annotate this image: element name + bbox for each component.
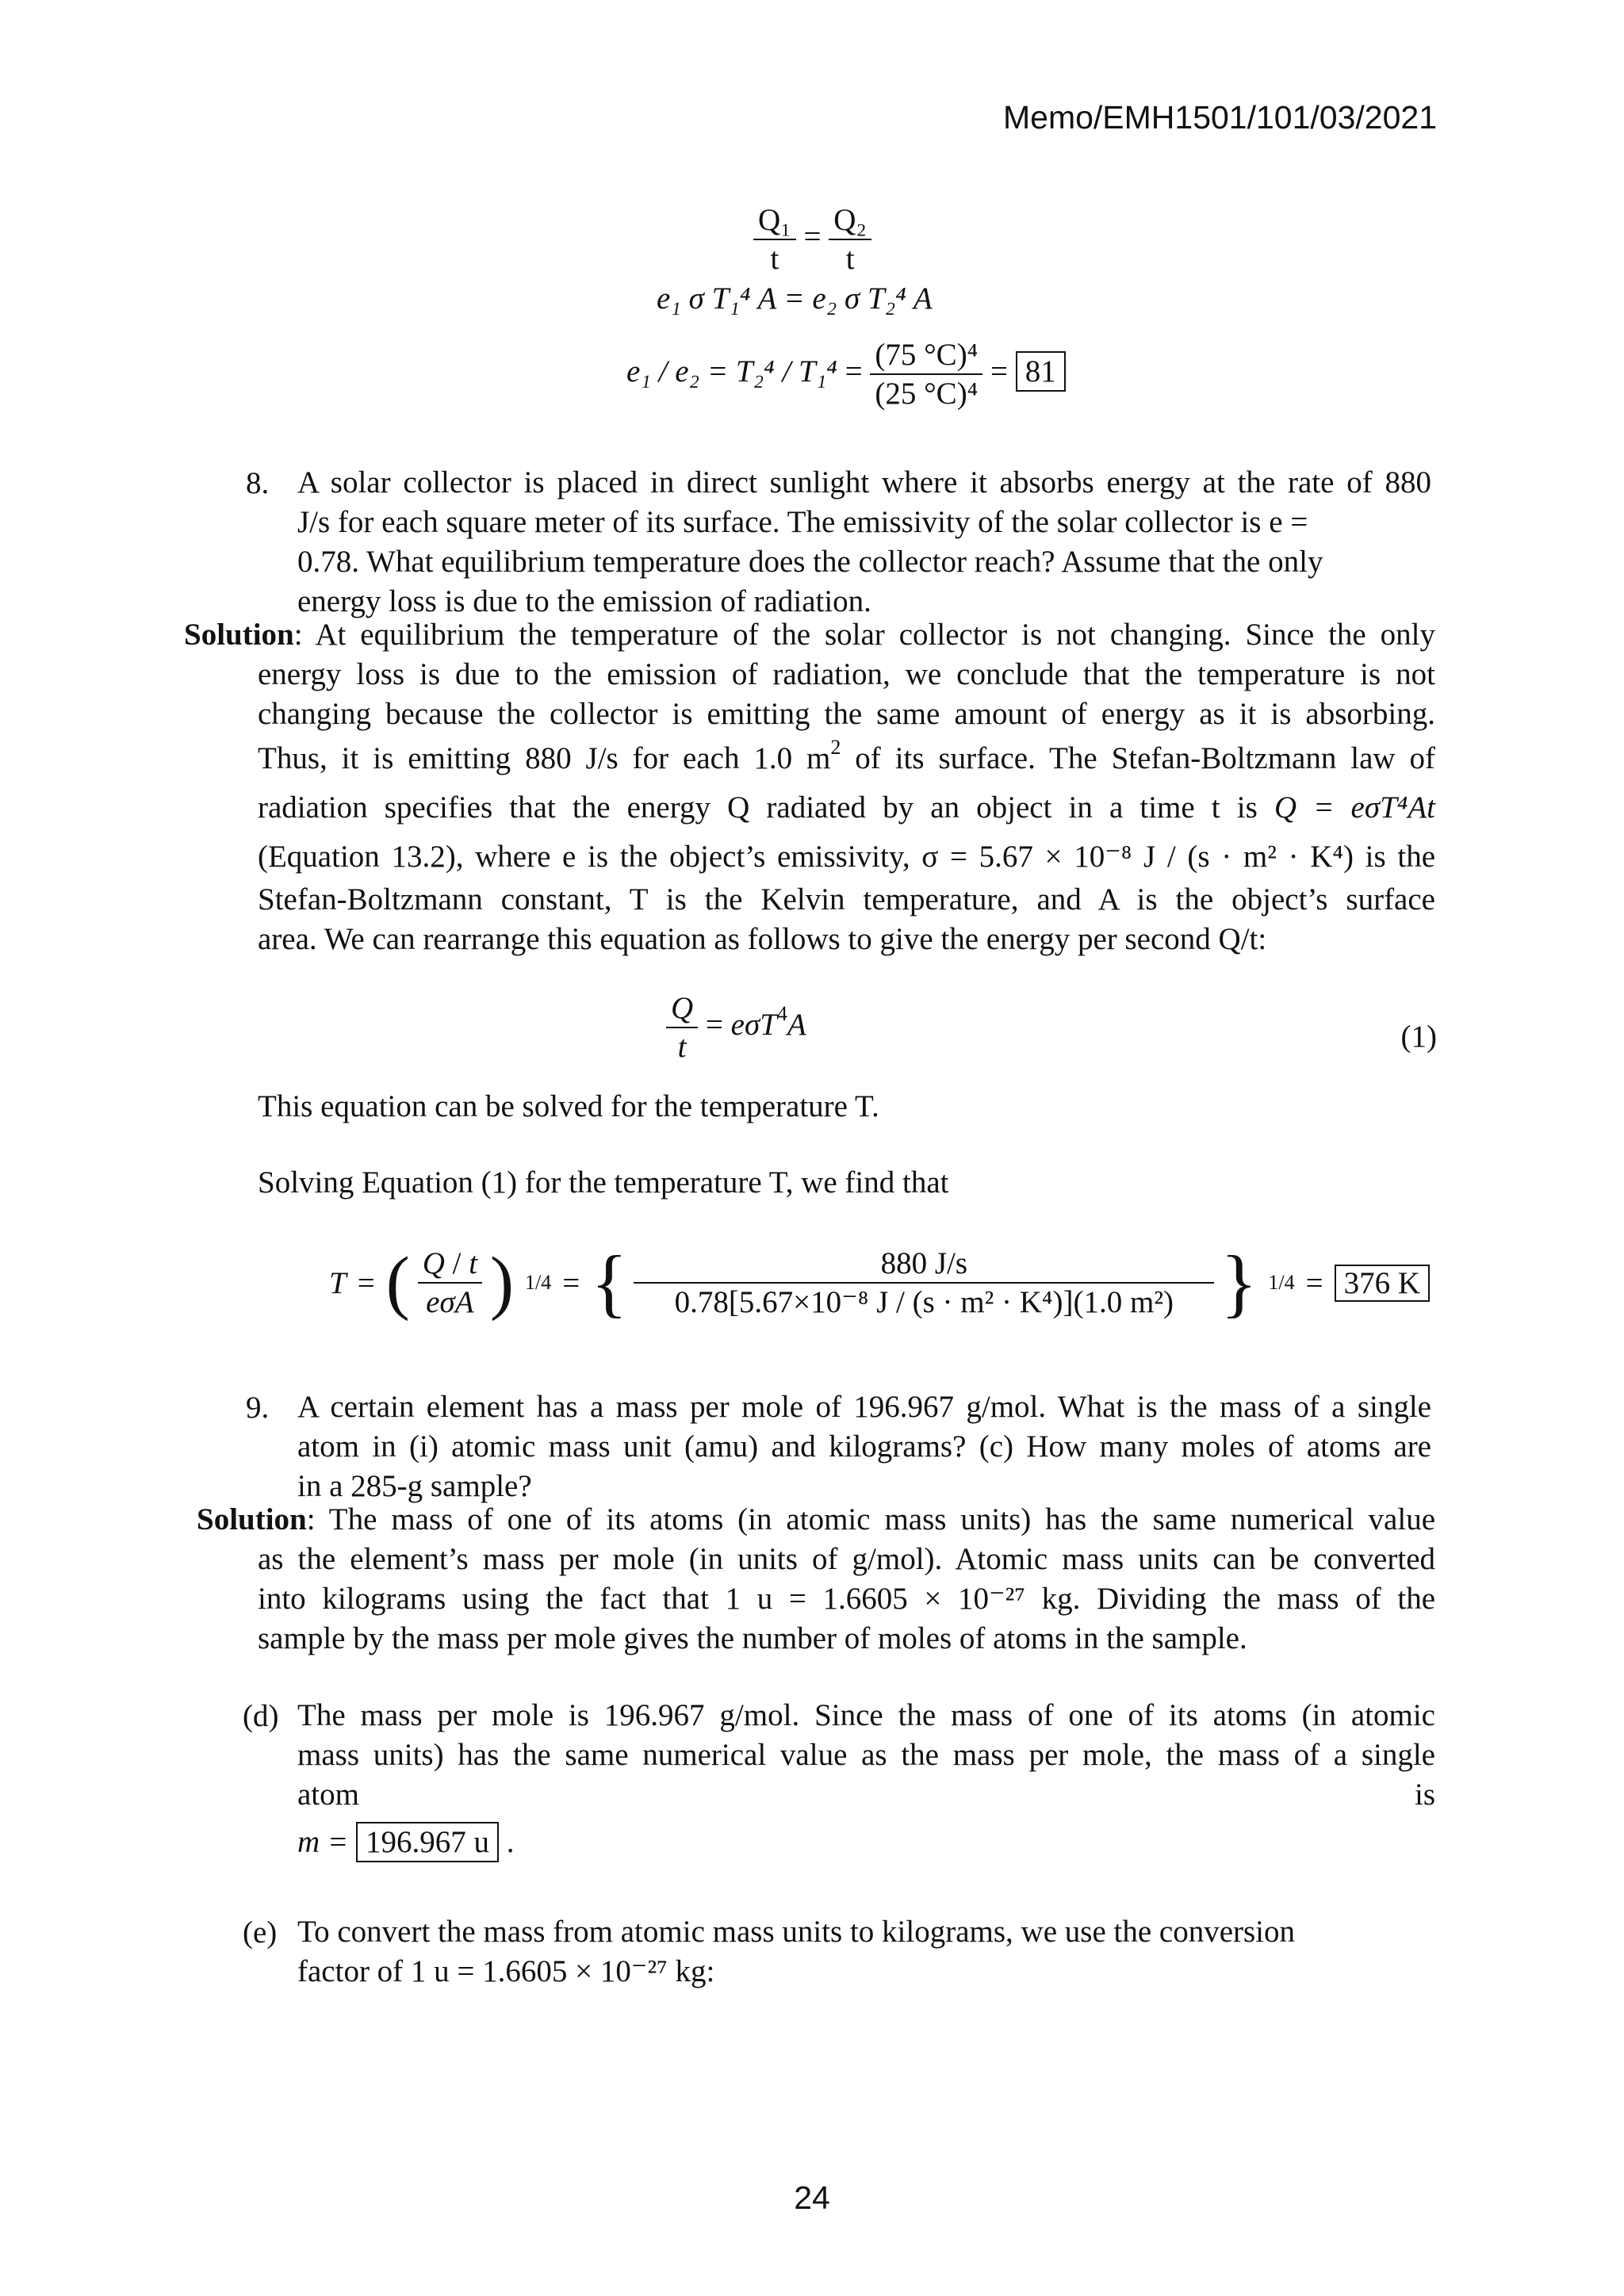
problem-9-text: A certain element has a mass per mole of 196.967 g/mol. What is the mass of a single atom in (i) atomic mass unit (amu) and kilograms? (c) How many moles of atoms are in a 285-g sample?: [297, 1390, 1431, 1503]
memo-reference: Memo/EMH1501/101/03/2021: [1002, 99, 1437, 136]
part-d-text: The mass per mole is 196.967 g/mol. Since the mass of one of its atoms (in atomic mass units) has the same numerical value as the mass per mole, the mass of a single atom is m = 196.967 u .: [297, 1696, 1435, 1862]
solution-8-first-line: Solution: At equilibrium the temperature of the solar collector is not changing. Since the only: [184, 618, 1435, 652]
part-d-label: (d): [243, 1699, 279, 1733]
answer-box-mass: 196.967 u: [356, 1822, 499, 1862]
equation-1: $\frac{Q}{t}$ = eσT$^4$A: [666, 993, 806, 1062]
answer-box-temperature: 376 K: [1335, 1265, 1430, 1302]
problem-number-9: 9.: [246, 1391, 270, 1425]
page-number: 24: [794, 2179, 830, 2216]
solving-text: Solving Equation (1) for the temperature T, we find that: [258, 1165, 949, 1200]
problem-8-text: A solar collector is placed in direct sunlight where it absorbs energy at the rate of 880 J/s for each square meter of its surface. The emissivity of the solar collector is e = 0.78. What equilibrium temperature does the collector reach? Assume that the only energy loss is due to the emission of radiation.: [297, 465, 1431, 618]
equation-q-over-t: $\frac{\text{Q₁}}{t}$ = $\frac{\text{Q₂}}{t}$: [753, 205, 871, 274]
problem-number-8: 8.: [246, 466, 270, 500]
solved-text: This equation can be solved for the temperature T.: [258, 1089, 879, 1123]
solution-9-text: as the element’s mass per mole (in units of g/mol). Atomic mass units can be converted into kilograms using the fact that 1 u = 1.6605 × 10⁻²⁷ kg. Dividing the mass of the sample by the mass per mole gives the number of moles of atoms in the sample.: [258, 1542, 1435, 1655]
equation-emission-balance: e₁ σ T₁⁴ A = e₂ σ T₂⁴ A: [657, 281, 933, 316]
solution-9-first-line: Solution: The mass of one of its atoms (in atomic mass units) has the same numerical value: [197, 1502, 1435, 1536]
part-e-text: To convert the mass from atomic mass units to kilograms, we use the conversion factor of 1 u = 1.6605 × 10⁻²⁷ kg:: [297, 1915, 1296, 1988]
temperature-equation: T = ( $\frac{Q / t}{\text{eσA}}$ ) 1/4 = { $\frac{880 J/s}{\text{0.78[5.67×10⁻⁸ J / (s · m² · K⁴)](1.0 m²)}}$ } 1/4 = 376 K: [329, 1245, 1430, 1321]
solution-8-text: energy loss is due to the emission of radiation, we conclude that the temperature is not changing because the collector is emitting the same amount of energy as it is absorbing. Thus, it is emitting 880 J/s for each 1.0 $m^2$ of its surface. The Stefan-Boltzmann law of radiation specifies that the energy Q radiated by an object in a time t is Q = eσT⁴At (Equation 13.2), where e is the object’s emissivity, σ = 5.67 × 10⁻⁸ J / (s · m² · K⁴) is the Stefan-Boltzmann constant, T is the Kelvin temperature, and A is the object’s surface area. We can rearrange this equation as follows to give the energy per second Q/t:: [258, 657, 1436, 956]
answer-box-ratio: 81: [1016, 351, 1066, 392]
equation-1-label: (1): [1400, 1020, 1437, 1054]
part-e-label: (e): [243, 1915, 278, 1950]
equation-emissivity-ratio: e₁ / e₂ = T₂⁴ / T₁⁴ = $\frac{\text{(75 °C)⁴}}{\text{(25 °C)⁴}}$ = 81: [626, 339, 1066, 409]
solution-label: Solution: [184, 618, 294, 652]
